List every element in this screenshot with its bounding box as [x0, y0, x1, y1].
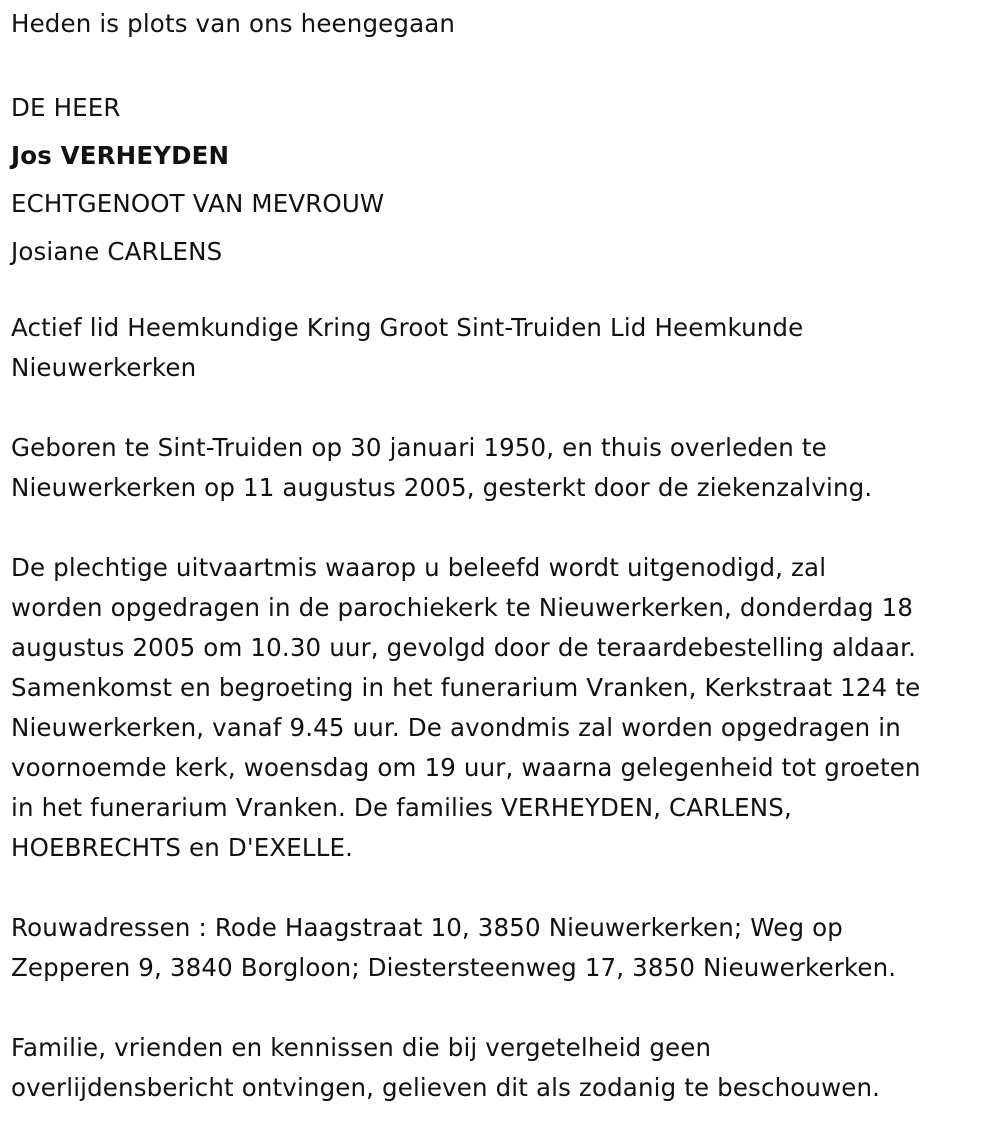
spacer — [11, 868, 969, 908]
paragraph-line: Familie, vrienden en kennissen die bij vergetelheid geen — [11, 1033, 712, 1062]
spacer — [11, 276, 969, 308]
closing-paragraph — [11, 1028, 969, 1108]
intro-line: Heden is plots van ons heengegaan — [11, 9, 456, 38]
paragraph-line: overlijdensbericht ontvingen, gelieven dit als zodanig te beschouwen. — [11, 1073, 881, 1102]
spacer — [11, 44, 969, 84]
paragraph-line: HOEBRECHTS en D'EXELLE. — [11, 833, 354, 862]
paragraph-line: De plechtige uitvaartmis waarop u beleefd wordt uitgenodigd, zal — [11, 553, 827, 582]
spouse-label: ECHTGENOOT VAN MEVROUW — [11, 189, 385, 218]
paragraph-line: voornoemde kerk, woensdag om 19 uur, waarna gelegenheid tot groeten — [11, 753, 921, 782]
paragraph-line: augustus 2005 om 10.30 uur, gevolgd door de teraardebestelling aldaar. — [11, 633, 917, 662]
paragraph-line: Geboren te Sint-Truiden op 30 januari 1950, en thuis overleden te — [11, 433, 827, 462]
paragraph-line: Rouwadressen : Rode Haagstraat 10, 3850 Nieuwerkerken; Weg op — [11, 913, 843, 942]
paragraph-line: Zepperen 9, 3840 Borgloon; Diestersteenweg 17, 3850 Nieuwerkerken. — [11, 953, 897, 982]
addresses-paragraph — [11, 908, 969, 988]
spacer — [11, 388, 969, 428]
paragraph-line: Nieuwerkerken — [11, 353, 197, 382]
paragraph-line: Nieuwerkerken op 11 augustus 2005, gesterkt door de ziekenzalving. — [11, 473, 873, 502]
paragraph-line: worden opgedragen in de parochiekerk te Nieuwerkerken, donderdag 18 — [11, 593, 914, 622]
deceased-name: Jos VERHEYDEN — [11, 141, 230, 170]
spacer — [11, 508, 969, 548]
spouse-name: Josiane CARLENS — [11, 237, 223, 266]
spacer — [11, 988, 969, 1028]
paragraph-line: in het funerarium Vranken. De families VERHEYDEN, CARLENS, — [11, 793, 792, 822]
membership-paragraph — [11, 308, 969, 388]
birth-death-paragraph — [11, 428, 969, 508]
funeral-paragraph — [11, 548, 969, 868]
paragraph-line: Nieuwerkerken, vanaf 9.45 uur. De avondmis zal worden opgedragen in — [11, 713, 901, 742]
paragraph-line: Actief lid Heemkundige Kring Groot Sint-Truiden Lid Heemkunde — [11, 313, 804, 342]
title-line: DE HEER — [11, 93, 121, 122]
paragraph-line: Samenkomst en begroeting in het funerarium Vranken, Kerkstraat 124 te — [11, 673, 921, 702]
